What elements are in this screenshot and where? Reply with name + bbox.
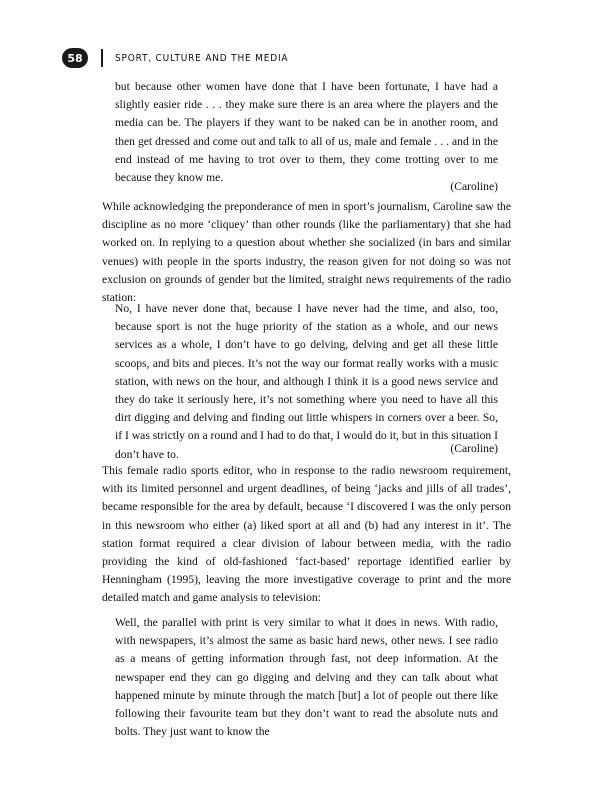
page-number: 58	[62, 48, 88, 68]
block-quote-2: No, I have never done that, because I have never had the time, and also, too, because sport is not the huge priority of the station as a whole, and our news services as a whole, I don’t have to go delving, delving and get all these little scoops, and bits and pieces. It’s not the way our format really works with a music station, with news on the hour, and although I think it is a good news service and they do take it seriously here, it’s not something where you need to have all this dirt digging and delving and finding out little whispers in corners over a beer. So, if I was strictly on a round and I had to do that, I would do it, but in this situation I don’t have to.	[115, 302, 498, 461]
quote-2-attribution: (Caroline)	[450, 442, 498, 455]
header-divider	[101, 49, 103, 67]
block-quote-1: but because other women have done that I have been fortunate, I have had a slightly easier ride . . . they make sure there is an area where the players and the media can be. The players if they want to be naked can be in another room, and then get dressed and come out and talk to all of us, male and female . . . and in the end instead of me having to trot over to them, they come trotting over to me because they know me.	[115, 80, 498, 185]
quote-1-attribution: (Caroline)	[450, 180, 498, 193]
block-quote-3: Well, the parallel with print is very similar to what it does in news. With radio, with newspapers, it’s almost the same as basic hard news, other news. I see radio as a means of getting information through fast, not deep information. At the newspaper end they can go digging and delving and they can talk about what happened minute by minute through the match [but] a lot of people out there like following their favourite team but they don’t want to read the absolute nuts and bolts. They just want to know the	[115, 616, 498, 739]
running-title: SPORT, CULTURE AND THE MEDIA	[115, 52, 289, 64]
body-paragraph-2: This female radio sports editor, who in response to the radio newsroom requirement, with its limited personnel and urgent deadlines, of being ‘jacks and jills of all trades’, became responsible for the area by default, because ‘I discovered I was the only person in this newsroom who either (a) liked sport at all and (b) had any interest in it’. The station format required a clear division of labour between media, with the radio providing the kind of old-fashioned ‘fact-based’ reportage identified earlier by Henningham (1995), leaving the more investigative coverage to print and the more detailed match and game analysis to television:	[102, 464, 511, 605]
body-paragraph-1: While acknowledging the preponderance of men in sport’s journalism, Caroline saw the discipline as no more ‘cliquey’ than other rounds (like the parliamentary) that she had worked on. In replying to a question about whether she socialized (in bars and similar venues) with people in the sports industry, the reason given for not doing so was not exclusion on grounds of gender but the limited, straight news requirements of the radio station:	[102, 200, 511, 305]
running-head	[62, 45, 288, 71]
